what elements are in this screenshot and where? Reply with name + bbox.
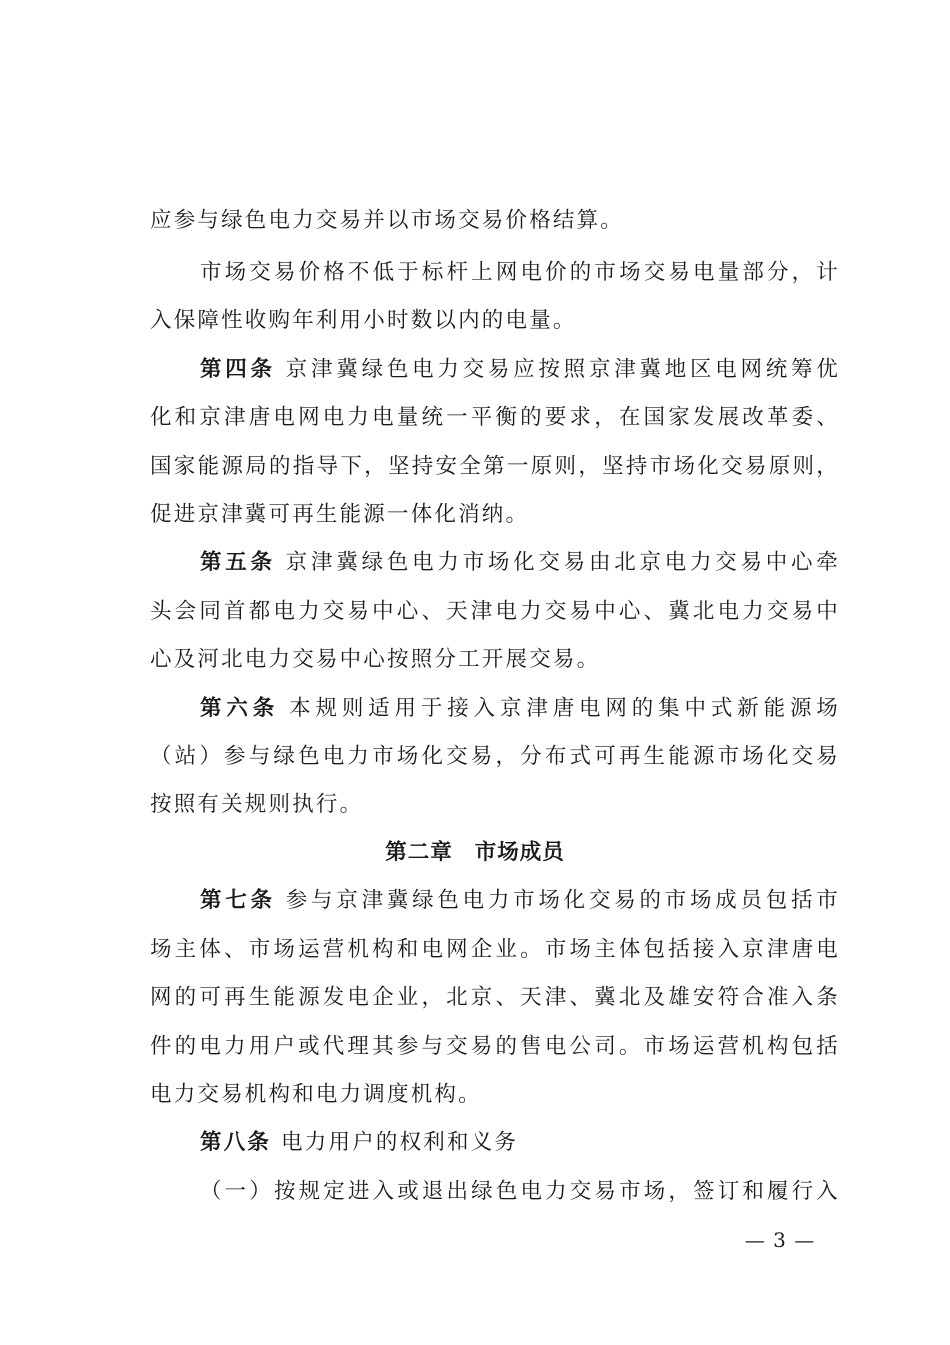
article-8-line — [200, 1128, 840, 1158]
paragraph-line: 件的电力用户或代理其参与交易的售电公司。市场运营机构包括 — [150, 1034, 840, 1059]
article-label: 第八条 — [200, 1130, 272, 1155]
chapter-heading — [0, 838, 950, 868]
paragraph-line: （一）按规定进入或退出绿色电力交易市场，签订和履行入 — [200, 1179, 840, 1204]
article-label: 第五条 — [200, 550, 276, 575]
paragraph-line: 心及河北电力交易中心按照分工开展交易。 — [150, 647, 601, 672]
chapter-number: 第二章 — [385, 840, 453, 865]
article-6-line — [200, 694, 840, 724]
article-text: 本规则适用于接入京津唐电网的集中式新能源场 — [289, 696, 841, 721]
paragraph-line: 网的可再生能源发电企业，北京、天津、冀北及雄安符合准入条 — [150, 985, 840, 1010]
paragraph-line: 国家能源局的指导下，坚持安全第一原则，坚持市场化交易原则， — [150, 454, 840, 479]
paragraph-line: 头会同首都电力交易中心、天津电力交易中心、冀北电力交易中 — [150, 599, 840, 624]
page-number: — 3 — — [744, 1228, 816, 1252]
article-text: 参与京津冀绿色电力市场化交易的市场成员包括市 — [285, 888, 840, 913]
paragraph-line: 场主体、市场运营机构和电网企业。市场主体包括接入京津唐电 — [150, 937, 840, 962]
article-text: 京津冀绿色电力市场化交易由北京电力交易中心牵 — [285, 550, 840, 575]
article-text: 电力用户的权利和义务 — [281, 1130, 519, 1155]
article-label: 第七条 — [200, 888, 276, 913]
article-4-line — [200, 355, 840, 385]
paragraph-line: 化和京津唐电网电力电量统一平衡的要求，在国家发展改革委、 — [150, 405, 840, 430]
chapter-title: 市场成员 — [474, 840, 565, 865]
paragraph-line: 入保障性收购年利用小时数以内的电量。 — [150, 308, 577, 333]
paragraph-line: 促进京津冀可再生能源一体化消纳。 — [150, 502, 530, 527]
paragraph-line: 市场交易价格不低于标杆上网电价的市场交易电量部分，计 — [200, 260, 840, 285]
paragraph-line: 应参与绿色电力交易并以市场交易价格结算。 — [150, 208, 625, 233]
article-label: 第四条 — [200, 357, 276, 382]
article-label: 第六条 — [200, 696, 280, 721]
paragraph-line: 电力交易机构和电力调度机构。 — [150, 1082, 482, 1107]
paragraph-line: （站）参与绿色电力市场化交易，分布式可再生能源市场化交易 — [150, 744, 840, 769]
article-5-line — [200, 548, 840, 578]
article-7-line — [200, 886, 840, 916]
article-text: 京津冀绿色电力交易应按照京津冀地区电网统筹优 — [285, 357, 840, 382]
paragraph-line: 按照有关规则执行。 — [150, 792, 364, 817]
